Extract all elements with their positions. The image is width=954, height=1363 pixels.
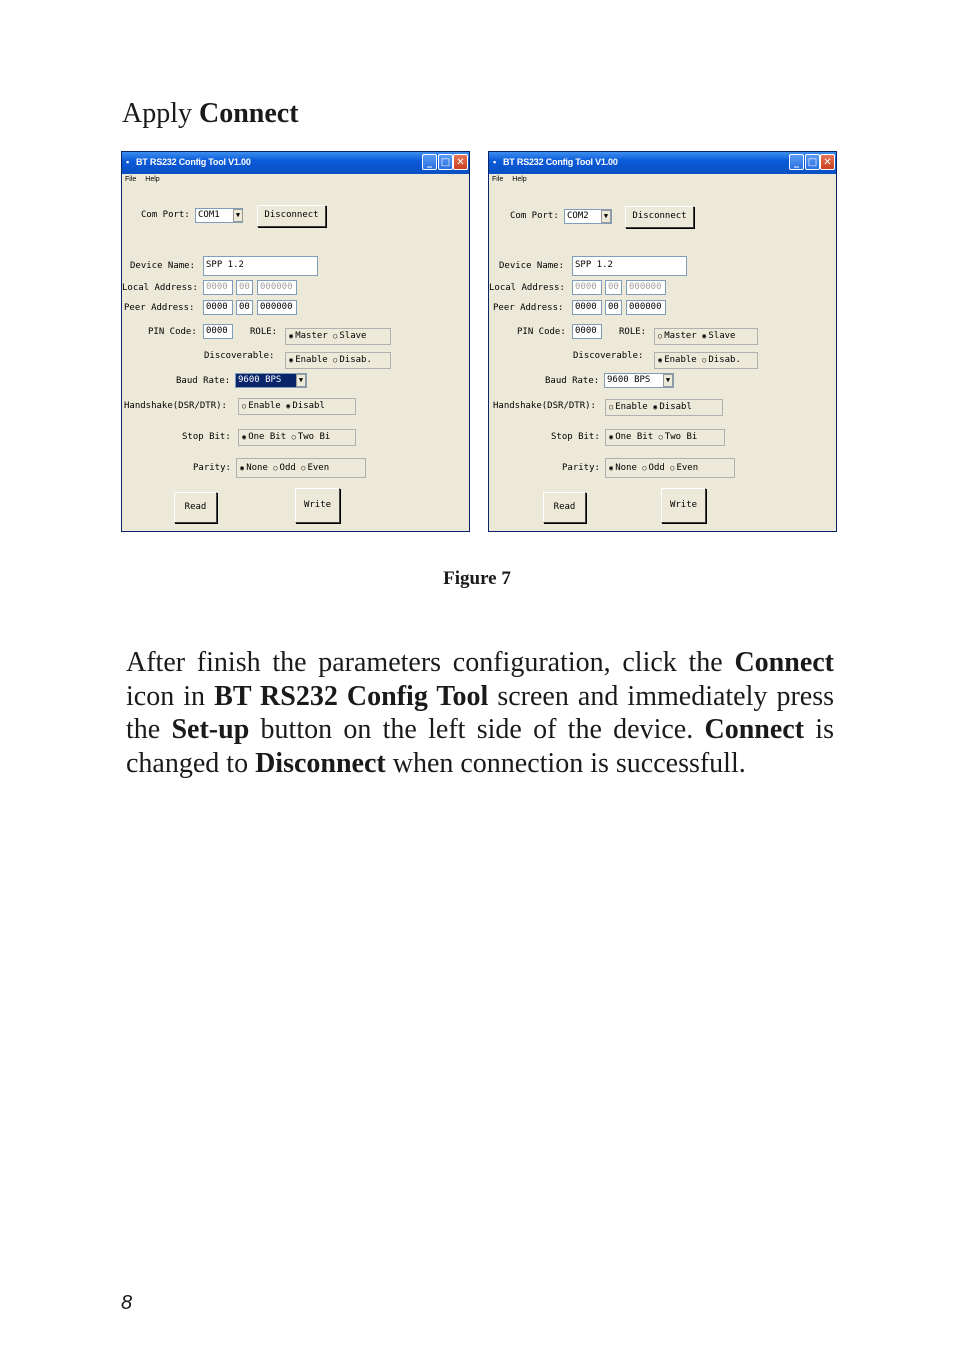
role-radio-group [285,328,391,345]
role-label: ROLE: [619,327,647,337]
close-icon[interactable]: ✕ [453,154,468,170]
disconnect-button[interactable]: Disconnect [257,205,326,227]
stop-bit-one-label: One Bit [615,432,654,442]
role-radio-group [654,328,758,345]
maximize-icon[interactable]: □ [805,154,820,170]
stop-bit-radio-group [605,429,725,446]
peer-address-label: Peer Address: [493,303,564,313]
stop-bit-label: Stop Bit: [551,432,600,442]
handshake-enable-label: Enable [615,402,648,412]
config-tool-window-com1 [121,151,470,532]
handshake-enable-label: Enable [248,401,281,411]
parity-none-radio[interactable]: ◉ [240,464,245,472]
stop-bit-two-label: Two Bi [664,432,698,442]
device-name-label: Device Name: [130,261,196,271]
para-bold-tool: BT RS232 Config Tool [214,680,489,712]
stop-bit-two-label: Two Bi [297,432,331,442]
parity-even-label: Even [676,463,699,473]
title-bar[interactable] [122,152,469,174]
role-slave-radio[interactable]: ○ [333,332,338,340]
discoverable-enable-radio[interactable]: ◉ [289,356,294,364]
parity-none-radio[interactable]: ◉ [609,464,614,472]
read-button[interactable]: Read [174,492,217,523]
peer-address-nap[interactable]: 0000 [572,300,602,315]
peer-address-uap[interactable]: 00 [236,300,253,315]
handshake-disable-label: Disabl [292,401,325,411]
baud-rate-select[interactable]: 9600 BPS [235,373,307,388]
app-icon: ▪ [493,157,497,167]
role-master-label: Master [295,331,328,341]
discoverable-radio-group [285,352,391,369]
handshake-enable-radio[interactable]: ○ [242,402,247,410]
discoverable-disable-radio[interactable]: ○ [333,356,338,364]
local-address-label: Local Address: [489,283,565,293]
handshake-disable-label: Disabl [659,402,692,412]
parity-even-radio[interactable]: ○ [670,464,675,472]
com-port-select[interactable]: COM1 [195,208,243,223]
window-title: BT RS232 Config Tool V1.00 [136,157,251,167]
role-slave-label: Slave [339,331,367,341]
parity-none-label: None [246,463,268,473]
menu-file[interactable]: File [125,176,137,183]
para-text-5: is changed to [126,714,834,779]
local-address-uap[interactable]: 00 [236,280,253,295]
stop-bit-radio-group [238,429,356,446]
com-port-label: Com Port: [141,210,190,220]
parity-radio-group [236,458,366,478]
handshake-radio-group [605,399,723,416]
peer-address-lap[interactable]: 000000 [257,300,297,315]
menu-bar [122,174,469,186]
local-address-label: Local Address: [122,283,198,293]
maximize-icon[interactable]: □ [438,154,453,170]
pin-code-label: PIN Code: [517,327,566,337]
baud-rate-label: Baud Rate: [176,376,231,386]
page-number: 8 [121,1292,133,1314]
section-heading [122,98,299,130]
handshake-radio-group [238,398,356,415]
role-slave-label: Slave [708,331,736,341]
discoverable-label: Discoverable: [204,351,275,361]
read-button[interactable]: Read [543,492,586,523]
role-master-radio[interactable]: ○ [658,332,663,340]
baud-rate-label: Baud Rate: [545,376,600,386]
para-bold-setup: Set-up [171,714,250,746]
com-port-select[interactable]: COM2 [564,209,612,224]
peer-address-label: Peer Address: [124,303,195,313]
device-name-input[interactable]: SPP 1.2 [572,256,687,276]
disconnect-button[interactable]: Disconnect [625,206,694,228]
discoverable-disable-label: Disab. [708,355,741,365]
menu-help[interactable]: Help [145,176,160,183]
parity-odd-label: Odd [279,463,296,473]
parity-odd-radio[interactable]: ○ [273,464,278,472]
chevron-down-icon[interactable]: ▼ [233,209,243,222]
role-master-label: Master [664,331,697,341]
peer-address-nap[interactable]: 0000 [203,300,233,315]
parity-label: Parity: [193,463,231,473]
discoverable-enable-radio[interactable]: ◉ [658,356,663,364]
baud-rate-select[interactable]: 9600 BPS [604,373,674,388]
para-bold-connect: Connect [734,647,834,678]
minimize-icon[interactable]: _ [422,154,437,170]
config-tool-window-com2 [488,151,837,532]
role-label: ROLE: [250,327,278,337]
para-text-4: button on the left side of the device. [249,714,705,746]
discoverable-label: Discoverable: [573,351,644,361]
para-text-1: After finish the parameters configuration, click the [126,647,735,678]
role-master-radio[interactable]: ◉ [289,332,294,340]
menu-bar [489,174,836,186]
parity-none-label: None [615,463,637,473]
stop-bit-label: Stop Bit: [182,432,231,442]
discoverable-disable-radio[interactable]: ○ [702,356,707,364]
parity-even-radio[interactable]: ○ [301,464,306,472]
body-paragraph [126,646,834,780]
chevron-down-icon[interactable]: ▼ [296,374,306,387]
stop-bit-one-radio[interactable]: ◉ [609,433,614,441]
device-name-label: Device Name: [499,261,565,271]
menu-help[interactable]: Help [512,176,527,183]
pin-code-label: PIN Code: [148,327,197,337]
peer-address-uap[interactable]: 00 [605,300,622,315]
para-text-3: screen and immediately press the [126,680,835,746]
handshake-label: Handshake(DSR/DTR): [493,401,596,411]
write-button[interactable]: Write [661,488,706,523]
stop-bit-two-radio[interactable]: ○ [291,433,296,441]
handshake-disable-radio[interactable]: ◉ [653,403,658,411]
chevron-down-icon[interactable]: ▼ [663,374,673,387]
role-slave-radio[interactable]: ◉ [702,332,707,340]
parity-even-label: Even [307,463,330,473]
menu-file[interactable]: File [492,176,504,183]
pin-code-input[interactable]: 0000 [203,324,233,339]
handshake-enable-radio[interactable]: ○ [609,403,614,411]
figure-caption: Figure 7 [443,568,511,589]
local-address-lap[interactable]: 000000 [257,280,297,295]
discoverable-enable-label: Enable [664,355,697,365]
parity-label: Parity: [562,463,600,473]
local-address-uap[interactable]: 00 [605,280,622,295]
discoverable-radio-group [654,352,758,369]
local-address-lap[interactable]: 000000 [626,280,666,295]
minimize-icon[interactable]: _ [789,154,804,170]
peer-address-lap[interactable]: 000000 [626,300,666,315]
handshake-disable-radio[interactable]: ◉ [286,402,291,410]
stop-bit-one-label: One Bit [248,432,287,442]
discoverable-enable-label: Enable [295,355,328,365]
para-bold-connect-2: Connect [704,714,805,746]
heading-bold: Connect [199,98,299,129]
write-button[interactable]: Write [295,488,340,523]
parity-odd-label: Odd [648,463,665,473]
stop-bit-one-radio[interactable]: ◉ [242,433,247,441]
window-title: BT RS232 Config Tool V1.00 [503,157,618,167]
heading-prefix: Apply [122,98,199,129]
local-address-nap[interactable]: 0000 [572,280,602,295]
com-port-label: Com Port: [510,211,559,221]
close-icon[interactable]: ✕ [820,154,835,170]
title-bar[interactable] [489,152,836,174]
chevron-down-icon[interactable]: ▼ [601,210,611,223]
stop-bit-two-radio[interactable]: ○ [658,433,663,441]
discoverable-disable-label: Disab. [339,355,372,365]
para-bold-disconnect: Disconnect [255,747,386,779]
parity-radio-group [605,458,735,478]
handshake-label: Handshake(DSR/DTR): [124,401,227,411]
para-text-2: icon in [126,680,215,712]
para-text-6: when connection is successfull. [385,747,746,779]
app-icon: ▪ [126,157,130,167]
device-name-input[interactable]: SPP 1.2 [203,256,318,276]
local-address-nap[interactable]: 0000 [203,280,233,295]
pin-code-input[interactable]: 0000 [572,324,602,339]
parity-odd-radio[interactable]: ○ [642,464,647,472]
